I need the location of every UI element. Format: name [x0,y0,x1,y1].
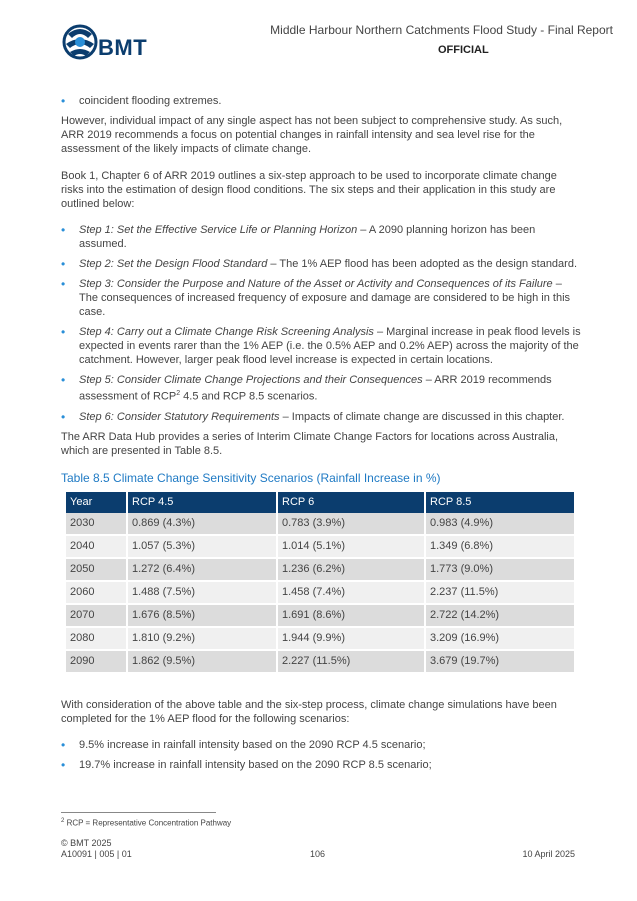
step-text: 4.5 and RCP 8.5 scenarios. [180,390,318,403]
document-body [61,94,581,772]
table-cell: 1.676 (8.5%) [127,604,277,627]
step-item [61,410,581,424]
step-item [61,223,581,251]
list-item: • 9.5% increase in rainfall intensity based on the 2090 RCP 4.5 scenario; [61,738,581,752]
table-cell: 1.944 (9.9%) [277,627,425,650]
table-cell: 2030 [66,513,127,535]
copyright: © BMT 2025 [61,838,112,848]
table-cell: 3.679 (19.7%) [425,650,575,673]
step-text: – A 2090 planning horizon has been assumed. [79,224,536,250]
step-text: – Impacts of climate change are discussed in this chapter. [279,410,565,423]
footer-left [61,838,132,860]
footnote-ref: 2 [176,390,181,397]
classification-label: OFFICIAL [438,44,489,56]
table-row [66,558,575,581]
step-item [61,257,581,271]
table-cell: 1.349 (6.8%) [425,535,575,558]
footnote-number: 2 [61,818,65,824]
table-cell: 1.236 (6.2%) [277,558,425,581]
table-cell: 1.272 (6.4%) [127,558,277,581]
table-cell: 2070 [66,604,127,627]
page-number: 106 [310,849,326,859]
table-row [66,535,575,558]
footnote [61,818,231,828]
table-cell: 1.691 (8.6%) [277,604,425,627]
footnote-text: RCP = Representative Concentration Pathway [64,818,232,828]
step-text: – ARR 2019 recommends assessment of RCP [79,374,552,403]
table-cell: 2.237 (11.5%) [425,581,575,604]
table-cell: 2060 [66,581,127,604]
paragraph: The ARR Data Hub provides a series of Interim Climate Change Factors for locations across Australia, which are presented in Table 8.5. [61,430,559,457]
col-header-rcp6: RCP 6 [277,492,425,513]
step-text: – Marginal increase in peak flood levels is expected in events rarer than the 1% AEP (i.e. the 0.5% AEP and 0.2% AEP) across the majority of the catchment. However, larger peak flood level increase is expected in certain locations. [79,326,581,366]
step-title: Step 5: Consider Climate Change Projections and their Consequences [79,374,423,386]
col-header-rcp85: RCP 8.5 [425,492,575,513]
table-cell: 1.014 (5.1%) [277,535,425,558]
footer-date: 10 April 2025 [522,849,575,859]
rainfall-table [66,492,576,674]
step-text: – The consequences of increased frequency of exposure and damage are considered to be high in this case. [79,278,571,318]
footnote-divider [61,812,216,813]
step-title: Step 6: Consider Statutory Requirements [79,410,280,423]
table-cell: 2.227 (11.5%) [277,650,425,673]
table-row [66,513,575,535]
table-cell: 1.773 (9.0%) [425,558,575,581]
table-cell: 1.057 (5.3%) [127,535,277,558]
list-item: • 19.7% increase in rainfall intensity based on the 2090 RCP 8.5 scenario; [61,758,581,772]
table-cell: 2040 [66,535,127,558]
table-caption: Table 8.5 Climate Change Sensitivity Scenarios (Rainfall Increase in %) [61,470,441,485]
table-cell: 1.488 (7.5%) [127,581,277,604]
table-header-row [66,492,575,513]
step-title: Step 3: Consider the Purpose and Nature of the Asset or Activity and Consequences of its Failure [79,278,553,290]
table-cell: 3.209 (16.9%) [425,627,575,650]
col-header-rcp45: RCP 4.5 [127,492,277,513]
col-header-year: Year [66,492,127,513]
table-row [66,627,575,650]
table-cell: 0.983 (4.9%) [425,513,575,535]
report-title: Middle Harbour Northern Catchments Flood Study - Final Report [270,23,613,37]
step-item [61,325,581,367]
table-cell: 2080 [66,627,127,650]
step-title: Step 2: Set the Design Flood Standard [79,258,268,270]
table-cell: 0.783 (3.9%) [277,513,425,535]
document-reference: A10091 | 005 | 01 [61,849,132,859]
paragraph: However, individual impact of any single aspect has not been subject to comprehensive study. As such, ARR 2019 recommends a focus on potential changes in rainfall intensity and sea level rise for the assessment of the likely impacts of climate change. [61,115,563,155]
table-cell: 1.862 (9.5%) [127,650,277,673]
table-cell: 2050 [66,558,127,581]
table-cell: 1.458 (7.4%) [277,581,425,604]
step-item [61,277,581,319]
step-title: Step 4: Carry out a Climate Change Risk Screening Analysis [79,326,374,338]
step-text: – The 1% AEP flood has been adopted as the design standard. [267,258,578,270]
table-cell: 2090 [66,650,127,673]
paragraph: With consideration of the above table and the six-step process, climate change simulations have been completed for the 1% AEP flood for the following scenarios: [61,698,557,725]
list-item: • coincident flooding extremes. [61,94,581,108]
table-row [66,604,575,627]
step-item [61,373,581,404]
logo-text: BMT [98,35,148,60]
table-cell: 2.722 (14.2%) [425,604,575,627]
table-cell: 0.869 (4.3%) [127,513,277,535]
table-row [66,650,575,673]
step-title: Step 1: Set the Effective Service Life or Planning Horizon [79,224,358,236]
table-row [66,581,575,604]
paragraph: Book 1, Chapter 6 of ARR 2019 outlines a six-step approach to be used to incorporate climate change risks into the estimation of design flood conditions. The six steps and their application in this study are outlined below: [61,170,557,210]
table-cell: 1.810 (9.2%) [127,627,277,650]
